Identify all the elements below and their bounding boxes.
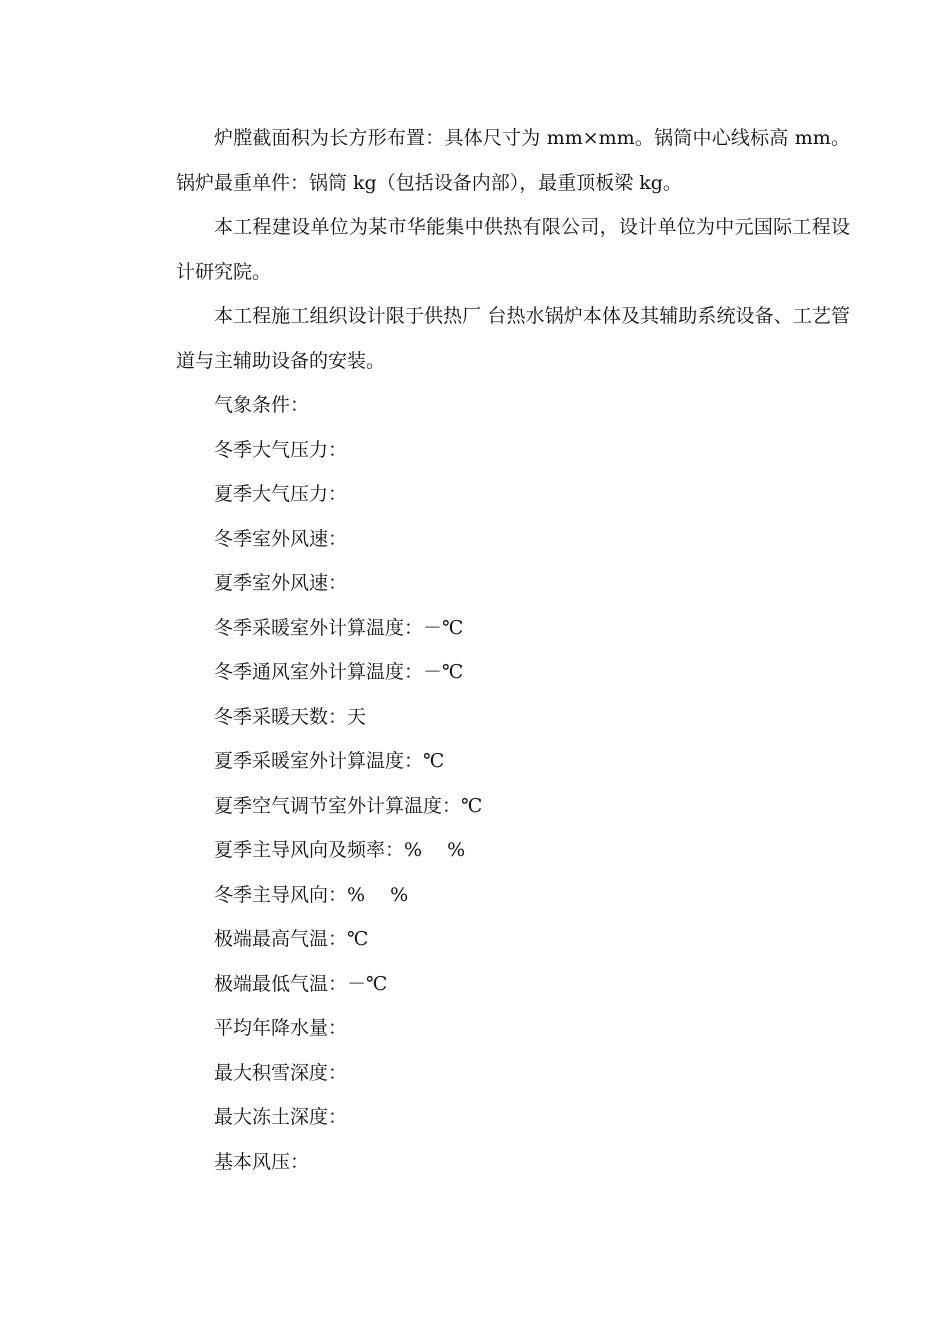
weather-item: 基本风压： xyxy=(214,1150,310,1173)
weather-item: 夏季空气调节室外计算温度：℃ xyxy=(214,794,483,817)
weather-item: 冬季通风室外计算温度：－℃ xyxy=(214,661,464,683)
weather-item: 冬季采暖天数：天 xyxy=(214,705,367,728)
paragraph-furnace-dimensions: 炉膛截面积为长方形布置：具体尺寸为 mm×mm。锅筒中心线标高 mm。锅炉最重单件：锅筒 kg（包括设备内部），最重顶板梁 kg。 xyxy=(176,127,850,194)
weather-item: 冬季采暖室外计算温度：－℃ xyxy=(214,616,464,639)
weather-item: 平均年降水量： xyxy=(214,1017,348,1039)
weather-item: 夏季室外风速： xyxy=(214,572,348,594)
weather-item: 冬季主导风向：% % xyxy=(214,883,409,906)
weather-item: 夏季主导风向及频率：% % xyxy=(214,839,466,861)
weather-item: 极端最高气温：℃ xyxy=(214,928,369,950)
paragraph-construction-units: 本工程建设单位为某市华能集中供热有限公司，设计单位为中元国际工程设计研究院。 xyxy=(176,216,850,283)
weather-conditions-list xyxy=(214,383,482,1184)
weather-item: 极端最低气温：－℃ xyxy=(214,972,388,995)
weather-heading: 气象条件： xyxy=(214,394,310,416)
weather-item: 最大积雪深度： xyxy=(214,1061,348,1084)
weather-item: 夏季大气压力： xyxy=(214,483,348,505)
paragraph-scope: 本工程施工组织设计限于供热厂 台热水锅炉本体及其辅助系统设备、工艺管道与主辅助设备的安装。 xyxy=(176,305,850,372)
weather-item: 夏季采暖室外计算温度：℃ xyxy=(214,750,445,772)
weather-item: 冬季室外风速： xyxy=(214,527,348,550)
weather-item: 最大冻土深度： xyxy=(214,1106,348,1128)
weather-item: 冬季大气压力： xyxy=(214,438,348,461)
